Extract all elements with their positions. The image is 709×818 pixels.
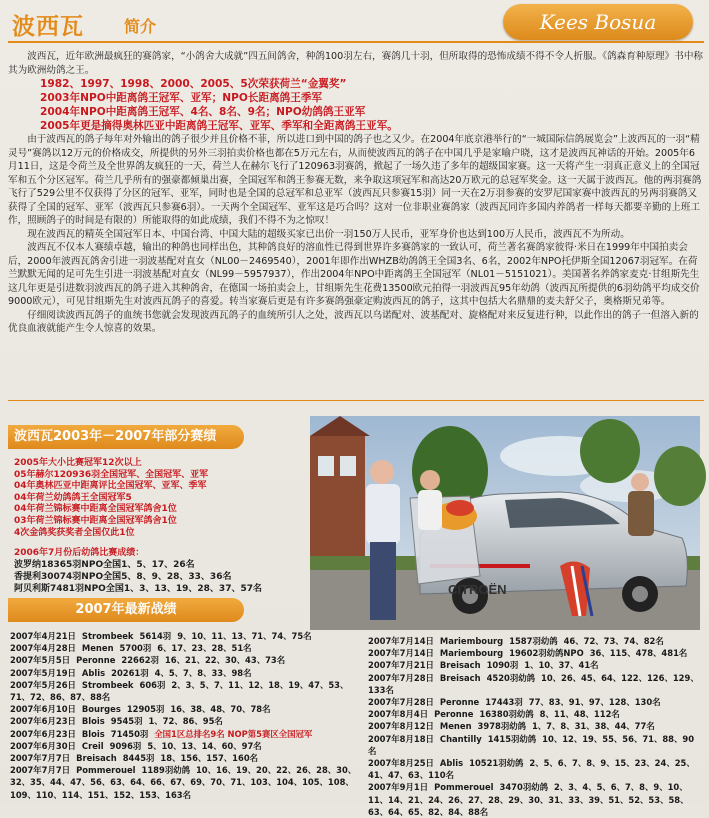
race-result-row <box>10 679 360 703</box>
race-result-row <box>10 715 360 727</box>
race-date: 2007年5月26日 <box>10 679 76 690</box>
race-location: Pommerouel <box>434 782 494 793</box>
race-placings: 36、115、478、481名 <box>589 648 688 659</box>
race-date: 2007年7月7日 <box>10 765 71 776</box>
race-bird-count: 3470羽幼鸽 <box>499 782 548 793</box>
race-placings: 77、83、91、97、128、130名 <box>528 697 661 708</box>
race-date: 2007年6月23日 <box>10 728 76 739</box>
race-result-row <box>368 757 700 781</box>
race-placings: 4、5、7、8、33、98名 <box>154 667 252 678</box>
race-bird-count: 4520羽幼鸽 <box>486 672 535 683</box>
race-bird-count: 1415羽幼鸽 <box>487 733 537 744</box>
race-bird-count: 17443羽 <box>485 697 523 708</box>
race-placings: 10、16、19、20、22、26、28、30、32、35、44、47、56、63、64、66、67、69、70、71、103、104、105、108、109、110、114、151、152、153、163名 <box>10 765 357 800</box>
race-date: 2007年7月21日 <box>368 660 434 671</box>
race-date: 2007年7月28日 <box>368 697 434 708</box>
race-placings: 5、10、13、14、60、97名 <box>147 740 262 751</box>
race-location: Strombeek <box>81 631 134 641</box>
race-bird-count: 606羽 <box>139 679 166 690</box>
race-result-row <box>368 720 700 732</box>
results-list <box>14 458 304 539</box>
race-placings: 10、26、45、64、122、126、129、133名 <box>368 672 699 695</box>
race-result-row <box>368 733 700 757</box>
race-date: 2007年8月4日 <box>368 709 429 720</box>
article-paragraph-5: 仔细阅读波西瓦鸽子的血统书您就会发现波西瓦鸽子的血统所引人之处，波西瓦以乌诺配对、波基配对、旋格配对来反复进行种，以此作出的鸽子一但溶入新的优良血液就能产生令人惊喜的效果。 <box>8 309 699 334</box>
race-date: 2007年8月18日 <box>368 733 434 744</box>
race-result-row <box>368 708 700 720</box>
young-bird-results-title: 2006年7月份后幼鸽比赛成绩： <box>14 548 145 558</box>
young-bird-results-list <box>14 560 304 595</box>
race-result-row <box>10 667 360 679</box>
race-location: Blois <box>81 728 105 739</box>
race-placings: 16、21、22、30、43、73名 <box>164 655 286 666</box>
race-location: Menen <box>81 643 114 654</box>
award-line: 2003年NPO中距离鸽王冠军、亚军；NPO长距离鸽王季军 <box>40 92 323 104</box>
race-placings: 1、72、86、95名 <box>148 716 223 727</box>
article-paragraph-3: 现在波西瓦的精英全国冠军日本、中国台湾、中国大陆的超级买家已出价一羽150万人民币，亚军身价也达到100万人民币，波西瓦不为所动。 <box>27 228 630 240</box>
race-placings: 8、11、48、112名 <box>539 709 620 720</box>
race-placings: 10、12、19、55、56、71、88、90名 <box>368 733 695 756</box>
photo-illustration <box>310 416 700 630</box>
race-placings: 9、10、11、13、71、74、75名 <box>177 631 312 641</box>
award-line: 1982、1997、1998、2000、2005、5次荣获荷兰“金翼奖” <box>40 78 347 90</box>
page-title: 波西瓦 <box>12 14 84 40</box>
race-result-row <box>10 642 360 654</box>
latest-results-section-title: 2007年最新战绩 <box>8 598 244 622</box>
race-location: Breisach <box>439 672 481 683</box>
header-rule <box>8 41 704 43</box>
race-location: Bourges <box>81 704 121 715</box>
race-date: 2007年8月12日 <box>368 721 434 732</box>
race-placings: 1、10、37、41名 <box>524 660 599 671</box>
race-results-left <box>10 630 360 801</box>
award-car-photo <box>310 416 700 630</box>
race-placings: 1、7、8、31、38、44、77名 <box>531 721 655 732</box>
result-item: 05年赫尔120936羽全国冠军、全国冠军、亚军 <box>14 469 209 480</box>
race-result-row <box>10 728 360 740</box>
race-date: 2007年4月28日 <box>10 643 76 654</box>
young-bird-result: 波罗纳18365羽NPO全国1、5、17、26名 <box>14 560 195 570</box>
race-date: 2007年4月21日 <box>10 631 76 641</box>
race-date: 2007年6月30日 <box>10 740 76 751</box>
result-item: 04年荷兰幼鸽鸽王全国冠军5 <box>14 492 132 503</box>
race-result-row <box>368 672 700 696</box>
race-location: Pommerouel <box>76 765 136 776</box>
result-item: 04年奥林匹亚中距离评比全国冠军、亚军、季军 <box>14 481 207 492</box>
race-result-row <box>368 781 700 818</box>
result-item: 03年荷兰锦标赛中距离全国冠军鸽舍1位 <box>14 515 177 526</box>
race-date: 2007年8月25日 <box>368 758 434 769</box>
race-date: 2007年5月5日 <box>10 655 71 666</box>
race-date: 2007年5月19日 <box>10 667 76 678</box>
race-location: Chantilly <box>439 733 482 744</box>
race-location: Breisach <box>76 753 117 764</box>
young-bird-result: 香提利30074羽NPO全国5、8、9、28、33、36名 <box>14 571 232 582</box>
race-date: 2007年7月7日 <box>10 753 71 764</box>
race-result-row <box>10 630 360 642</box>
article-paragraph-2: 由于波西瓦的鸽子每年对外输出的鸽子很少并且价格不菲，所以进口到中国的鸽子也之又少。在2004年底京港举行的“一城国际信鸽展览会”上波西瓦的一羽“精灵号”赛鸽以12万元的价格成交，所提供的另外三羽拍卖价格也都在5万元左右，从而使波西瓦的鸽子在中国几乎是家喻户晓，这才是波西瓦神话的开始。2005年6月11日，这是令荷兰及全世界鸽友疯狂的一天，荷兰人在赫尔飞行了120963羽赛鸽，掀起了一场久违了多年的超级国家赛。这一天将产生一羽真正意义上的全国冠军和五个分区冠军。荷兰几乎所有的强豪都倾巢出赛，全国冠军和鸽王参赛无数，来争取这项冠军和高达20万欧元的总冠军奖金。这一天属于波西瓦。他的两羽赛鸽飞行了529公里不仅获得了分区的冠军、亚军，同时也是全国的总冠军和总亚军（波西瓦只参赛15羽）同一天在2万羽参赛的安罗尼国家赛中波西瓦的另两羽赛鸽又获得了全国的冠军、亚军（波西瓦只参赛6羽）。一天两个全国冠军、亚军这是巧合吗？这对一位非职业赛鸽家（波西瓦同许多国内养鸽者一样每天都要辛勤的上班工作，照顾鸽子的时间是有限的）所能取得的如此成绩，我们不得不为之惊叹！ <box>8 134 702 226</box>
result-item: 2005年大小比赛冠军12次以上 <box>14 458 142 468</box>
race-result-row <box>368 659 700 671</box>
race-bird-count: 3978羽幼鸽 <box>477 721 526 732</box>
race-location: Ablis <box>81 667 106 678</box>
race-placings: 46、72、73、74、82名 <box>563 636 664 646</box>
race-location: Menen <box>439 721 472 732</box>
race-date: 2007年7月14日 <box>368 648 434 659</box>
race-bird-count: 1189羽幼鸽 <box>141 765 190 776</box>
race-bird-count: 5700羽 <box>119 643 152 654</box>
race-bird-count: 20261羽 <box>111 667 149 678</box>
race-placings: 6、17、23、28、51名 <box>157 643 252 654</box>
race-bird-count: 12905羽 <box>126 704 165 715</box>
race-bird-count: 71450羽 <box>110 728 149 739</box>
race-result-row <box>368 647 700 659</box>
race-location: Mariembourg <box>439 636 504 646</box>
race-result-row <box>10 764 360 801</box>
young-bird-result: 阿贝利斯7481羽NPO全国1、3、13、19、28、37、57名 <box>14 583 262 594</box>
article-paragraph-1: 波西瓦，近年欧洲最疯狂的赛鸽家，“小鸽舍大成就”四五间鸽舍，种鸽100羽左右，赛鸽几十羽，但所取得的恐怖成绩不得不令人折服。《鸽森育种原理》书中称其为欧洲幼鸽之王。 <box>8 51 704 76</box>
page-subtitle: 简介 <box>124 17 157 36</box>
car-brand-text: CITROËN <box>448 582 507 597</box>
race-date: 2007年7月28日 <box>368 672 434 683</box>
race-result-row <box>10 654 360 666</box>
race-placings: 2、3、5、7、11、12、18、19、47、53、71、72、86、87、88名 <box>10 679 349 703</box>
race-result-row <box>10 703 360 715</box>
result-item: 04年荷兰锦标赛中距离全国冠军鸽舍1位 <box>14 504 177 515</box>
race-result-row <box>368 696 700 708</box>
race-location: Peronne <box>434 709 474 720</box>
article-paragraph-4: 波西瓦不仅本人赛绩卓越，输出的种鸽也同样出色，其种鸽良好的溶血性已得到世界许多赛鸽家的一致认可，荷兰著名赛鸽家彼得·米日在1999年中国拍卖会后，2000年波西瓦鸽舍引进一羽波基配对直女（NL00－2469540），2001年即作出WHZB幼鸽鸽王全国3名、6名，2002年NPO托伊斯全国12067羽冠军。在荷兰默默无闻的足可先生引进一羽波基配对直女（NL99－5957937），作出2004年NPO中距离鸽王全国冠军（NL01－5151021）。美国著名养鸽家麦克·甘组斯先生这几年更是引进数羽波西瓦的鸽子进入其种鸽舍，在德国一场拍卖会上，甘组斯先生花费13500欧元拍得一羽波西瓦95年幼鸽（波西瓦所提供的6羽幼鸽平均成交价9000欧元），可见甘组斯先生对波西瓦鸽子的喜爱。转当家赛后更是有许多赛鸽强豪定购波西瓦的鸽子，这其中包括大名鼎鼎的麦夫舒父子，奥格斯兄弟等。 <box>8 242 700 307</box>
race-location: Mariembourg <box>439 648 504 659</box>
race-results-right <box>368 635 700 818</box>
race-result-row <box>368 635 700 647</box>
result-item: 4次金鸽奖获奖者全国仅此1位 <box>14 527 135 538</box>
award-line: 2004年NPO中距离鸽王冠军、4名、8名、9名；NPO幼鸽鸽王亚军 <box>40 106 366 118</box>
section-divider <box>8 400 704 401</box>
race-placings: 全国1区总排名9名 NOP第5赛区全国冠军 <box>154 728 313 739</box>
race-placings: 2、3、4、5、6、7、8、9、10、11、14、21、24、26、27、28、29、30、31、33、39、51、52、53、58、63、64、65、82、84、88名 <box>368 782 689 817</box>
race-date: 2007年6月23日 <box>10 716 76 727</box>
results-section-title: 波西瓦2003年－2007年部分赛绩 <box>8 425 244 449</box>
race-placings: 18、156、157、160名 <box>160 753 259 764</box>
race-date: 2007年7月14日 <box>368 636 434 646</box>
race-bird-count: 5614羽 <box>139 631 172 641</box>
race-bird-count: 8445羽 <box>122 753 155 764</box>
article-body <box>8 50 704 336</box>
race-location: Peronne <box>76 655 116 666</box>
race-bird-count: 22662羽 <box>121 655 159 666</box>
race-location: Strombeek <box>81 679 134 690</box>
race-bird-count: 1587羽幼鸽 <box>509 636 558 646</box>
breeder-name-badge: Kees Bosua <box>503 4 693 40</box>
race-location: Creil <box>81 740 104 751</box>
race-date: 2007年6月10日 <box>10 704 76 715</box>
race-location: Peronne <box>439 697 480 708</box>
race-placings: 2、5、6、7、8、9、15、23、24、25、41、47、63、110名 <box>368 758 695 781</box>
race-bird-count: 9545羽 <box>110 716 143 727</box>
race-location: Breisach <box>439 660 481 671</box>
race-bird-count: 9096羽 <box>109 740 142 751</box>
race-result-row <box>10 740 360 752</box>
race-location: Ablis <box>439 758 464 769</box>
race-bird-count: 1090羽 <box>486 660 519 671</box>
award-line: 2005年更是摘得奥林匹亚中距离鸽王冠军、亚军、季军和全距离鸽王亚军。 <box>40 120 398 132</box>
race-bird-count: 16380羽幼鸽 <box>479 709 534 720</box>
race-result-row <box>10 752 360 764</box>
race-bird-count: 19602羽幼鸽NPO <box>509 648 584 659</box>
race-placings: 16、38、48、70、78名 <box>170 704 271 715</box>
race-location: Blois <box>81 716 105 727</box>
race-bird-count: 10521羽幼鸽 <box>469 758 524 769</box>
race-date: 2007年9月1日 <box>368 782 429 793</box>
